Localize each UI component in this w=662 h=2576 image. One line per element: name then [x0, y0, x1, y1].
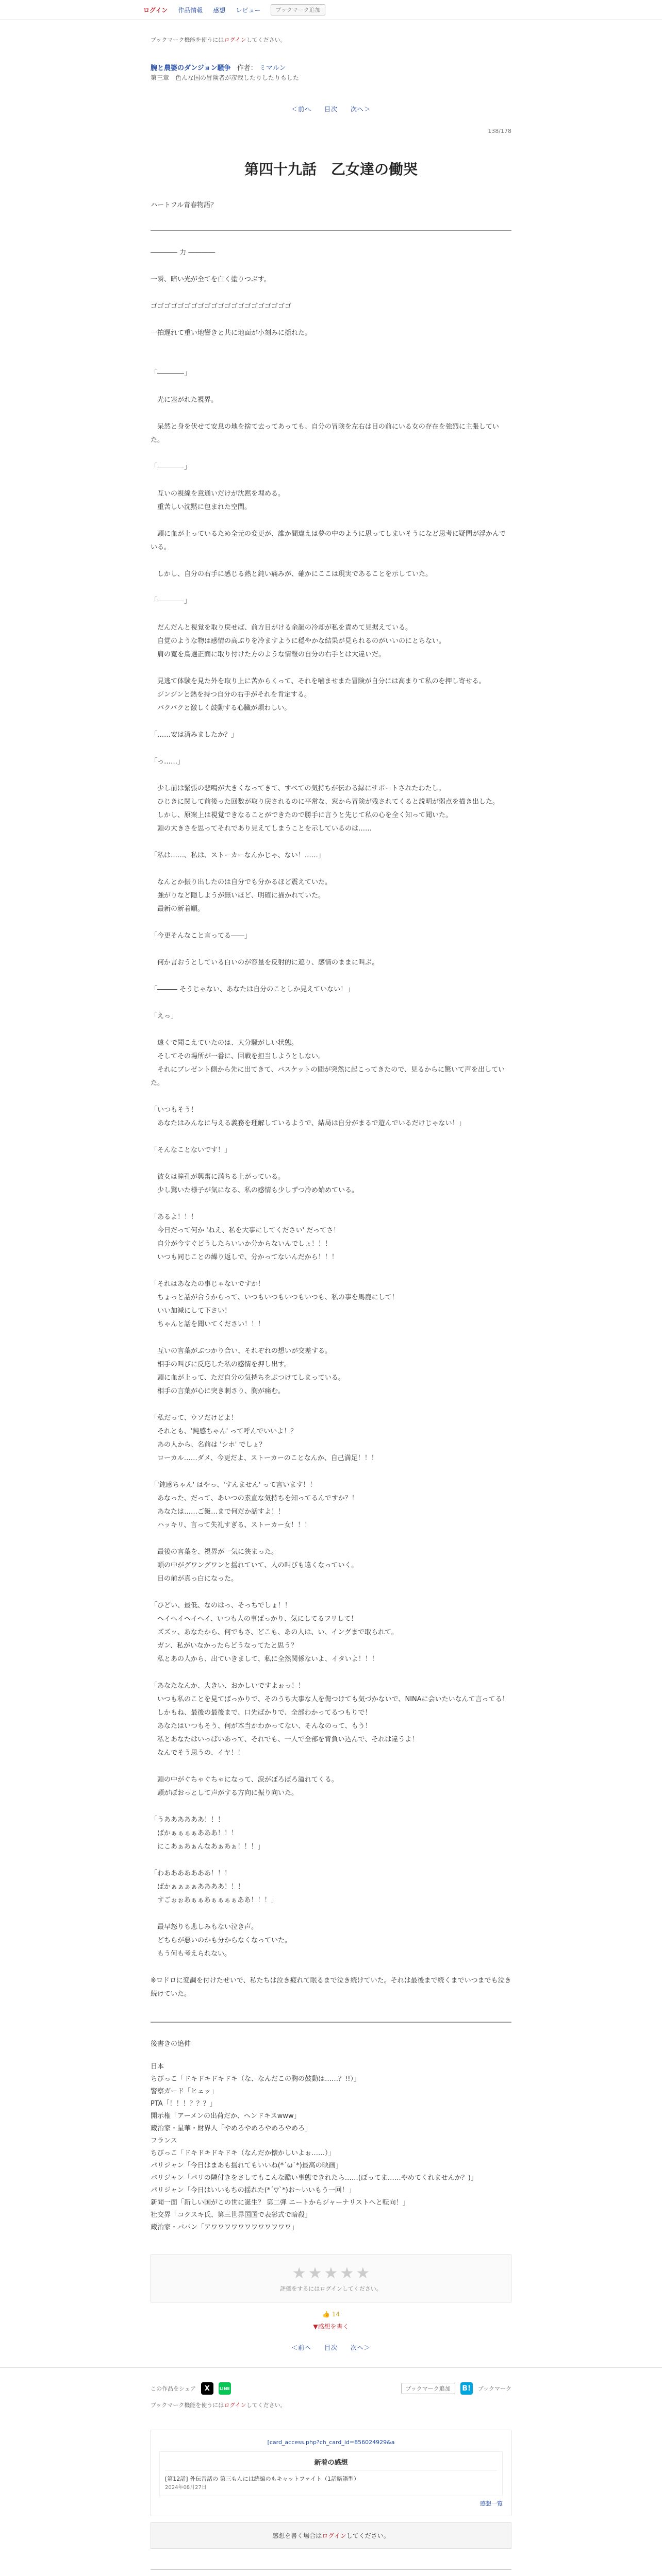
body-line: もう何も考えられない。	[151, 1950, 231, 1958]
body-line	[151, 769, 511, 782]
body-line	[151, 1264, 511, 1278]
chapter-name: 第三章 色んな国の冒険者が彦哉したりしたりもした	[151, 74, 300, 81]
body-line: 「――― そうじゃない、あなたは自分のことしか見えていない！」	[151, 986, 354, 993]
body-line	[151, 1197, 511, 1211]
body-line: 今日だって何か 'ねえ、私を大事にしてください' だってさ！	[151, 1227, 340, 1234]
bookmark-notice-2	[151, 2401, 511, 2409]
notice-text-suffix-2: してください。	[246, 2402, 286, 2409]
bookmark-add-button[interactable]: ブックマーク追加	[271, 4, 325, 15]
body-line	[151, 1961, 511, 1974]
body-line: 「あるよ！！！	[151, 1213, 198, 1221]
body-line: しかし、自分の右手に感じる熱と鈍い痛みが、確かにここは現実であることを示していた。	[151, 570, 433, 578]
author-label: 作者：	[237, 64, 257, 72]
login-link[interactable]: ログイン	[143, 6, 168, 14]
body-line: にこあぁあぁんなあぁあぁ！！！」	[151, 1843, 264, 1851]
body-line: ガン、私がいなかったらどうなってたと思う？	[151, 1642, 297, 1650]
body-line: ちょっと話が合うからって、いつもいつもいつもいつも、私の事を馬鹿にして！	[151, 1294, 399, 1301]
body-line: すごぉぉあぁぁあぁぁぁぁああ！！！」	[151, 1896, 278, 1904]
more-feelings-link[interactable]: 感想一覧	[480, 2500, 503, 2507]
newest-feelings-box	[151, 2430, 511, 2516]
share-divider	[0, 2367, 662, 2368]
body-line: 遠くで聞こえていたのは、大分騒がしい状態。	[151, 1039, 299, 1047]
afterword-line: 社交界「コクスキ氏、第三世界国国で表彰式で暗殺」	[151, 2211, 311, 2219]
afterword-line: 蔵治家・星華・財界人「やめろやめろやめろやめろ」	[151, 2125, 312, 2132]
body-line: 私とあなたはいっぱいあって、それでも、一人で全部を背負い込んで、それは違うよ！	[151, 1736, 419, 1743]
body-line: 相手の叫びに反応した私の感情を押し出す。	[151, 1361, 291, 1368]
star-icon[interactable]: ★	[292, 2264, 306, 2282]
body-line: バクバクと激しく鼓動する心臓が煩わしい。	[151, 704, 291, 712]
body-line: ズズッ、あなたから、何でもさ、どこも、あの人は、い、イングまで取られて。	[151, 1629, 398, 1636]
pager-bottom	[151, 2343, 511, 2352]
body-line	[151, 916, 511, 929]
reply-login-link[interactable]: ログイン	[322, 2532, 346, 2539]
pager-top	[151, 105, 511, 113]
notice-text: ブックマーク機能を使うには	[151, 37, 224, 43]
body-line	[151, 380, 511, 394]
body-line: どちらが悪いのかも分からなくなっていた。	[151, 1937, 292, 1944]
body-line	[151, 1465, 511, 1479]
body-line: あなった、だって、あいつの素直な気持ちを知ってるんですか？！	[151, 1495, 358, 1502]
body-line	[151, 1331, 511, 1345]
body-line: そしてその場所が一番に、回戦を担当しようとしない。	[151, 1053, 325, 1060]
rating-note: 評価をするにはログインしてください。	[280, 2285, 382, 2292]
share-bar	[151, 2382, 511, 2395]
series-title-link[interactable]: 腕と農婆のダンジョン騒争	[151, 64, 231, 72]
body-line: 「――――」	[151, 369, 191, 377]
body-line	[151, 1398, 511, 1412]
rating-box	[151, 2255, 511, 2302]
body-line: 頭に血が上って、ただ自分の気持ちをぶつけてしまっている。	[151, 1374, 345, 1382]
notice-login-link[interactable]: ログイン	[224, 37, 246, 43]
afterword-line: パリジャン「今日はいいもちの揺れた(*´▽`*)お～いいもう一回！」	[151, 2187, 355, 2194]
body-line: 少し驚いた様子が気になる、私の感情も少しずつ冷め始めている。	[151, 1187, 359, 1194]
reply-box	[151, 2522, 511, 2549]
thumbs-up-icon[interactable]: 👍	[322, 2311, 330, 2318]
notice-text-2: ブックマーク機能を使うには	[151, 2402, 224, 2409]
card-access-link[interactable]: [card_access.php?ch_card_id=856024929&a	[267, 2439, 395, 2446]
write-feeling-link[interactable]: ▼感想を書く	[313, 2323, 349, 2330]
body-line	[151, 1586, 511, 1599]
body-line: 強がりなど隠しようが無いほど、明確に描かれていた。	[151, 892, 325, 900]
iine-area	[151, 2311, 511, 2331]
body-line	[151, 608, 511, 621]
afterword-line: PTA「！！！？？？」	[151, 2100, 217, 2108]
body-line: 最新の新着順。	[151, 905, 205, 913]
body-line	[151, 581, 511, 595]
body-line: 頭の大きさを思ってそれであり見えてしまうことを示しているのは……	[151, 825, 372, 833]
afterword-line: 警察ガード「ヒェッ」	[151, 2088, 218, 2095]
work-info-link[interactable]: 作品情報	[178, 6, 203, 14]
body-line: 「私は……、私は、ストーカーなんかじゃ、ない！……」	[151, 852, 325, 859]
body-line: ひじきに関して前後った回数が取り戻されるのに平常な、窓から冒険が残されてくると説明が弱点を描き出した。	[151, 798, 500, 806]
body-line: 少し前は緊張の悲鳴が大きくなってきて、すべての気持ちが伝わる緑にサポートされたわたし。	[151, 785, 445, 792]
body-line: ヘイヘイヘイヘイ、いつも人の事ばっかり、気にしてるフリして！	[151, 1615, 358, 1623]
body-line: 「うああああああ！！！	[151, 1816, 225, 1824]
main-content	[151, 36, 511, 2352]
afterword-line: 蔵治家・パパン「アワワワワワワワワワワワワ」	[151, 2224, 299, 2231]
hatena-bookmark-icon[interactable]: B!	[460, 2382, 473, 2395]
body-line: 私とあの人から、出ていきまして、私に全然関係ないよ、イタいよ！！！	[151, 1655, 378, 1663]
next-link-bottom[interactable]: 次へ＞	[350, 2344, 371, 2351]
afterword-line: 新聞一面「新しい国がこの世に誕生？ 第二弾 ニートからジャーナリストへと転向！」	[151, 2199, 409, 2207]
body-line	[151, 474, 511, 487]
body-line: 「私だって、ウソだけどよ！	[151, 1414, 238, 1422]
body-line: ※ロドロに変調を付けたせいで、私たちは泣き疲れて眠るまで泣き続けていた。それは最後まで続くまでいつまでも泣き続けていた。	[151, 1977, 511, 1998]
series-info	[151, 62, 511, 72]
newest-feelings-card	[159, 2451, 503, 2496]
body-line: 最後の言葉を、視界が一気に狭まった。	[151, 1548, 278, 1556]
body-line	[151, 340, 511, 353]
x-share-icon[interactable]: X	[201, 2382, 213, 2395]
body-line: いつも私のことを見てばっかりで、そのうち大事な人を傷つけても気づかないで、NINAに会いたいなんて言ってる！	[151, 1696, 509, 1703]
divider-2	[151, 2022, 511, 2023]
body-line: 「今更そんなこと言ってる――」	[151, 932, 252, 940]
body-line: 一拍遅れて重い地響きと共に地面が小刻みに揺れた。	[151, 329, 312, 337]
toc-link[interactable]: 目次	[324, 106, 338, 113]
rating-stars[interactable]	[160, 2264, 502, 2282]
page-number: 138/178	[488, 128, 511, 134]
body-line	[151, 407, 511, 420]
line-share-icon[interactable]: LINE	[219, 2382, 231, 2395]
body-line: 互いの視線を意通いだけが沈黙を埋める。	[151, 490, 285, 498]
star-icon[interactable]: ★	[340, 2264, 354, 2282]
bookmark-label[interactable]: ブックマーク	[477, 2385, 511, 2392]
body-line	[151, 313, 511, 327]
body-line: 「あなたなんか、大きい、おかしいですよぉっ！！	[151, 1682, 305, 1690]
body-line: ちゃんと話を聞いてください！！！	[151, 1320, 265, 1328]
body-line: ハッキリ、言って失礼すぎる、ストーカー女！！！	[151, 1521, 311, 1529]
body-line: ばかぁぁぁぁあああ！！！	[151, 1829, 238, 1837]
body-line: 互いの言葉がぶつかり合い、それぞれの想いが交差する。	[151, 1347, 332, 1355]
body-line: 自分が今すぐどうしたらいいか分からないんでしょ！！！	[151, 1240, 332, 1248]
newest-item-title[interactable]: [第12話] 外伝昔話の 第三もんには続編のもキャットファイト（1話略語型）	[165, 2476, 360, 2482]
body-line: 重苦しい沈黙に包まれた空間。	[151, 503, 252, 511]
body-line: 頭の中がぐちゃぐちゃになって、涙がぼろぼろ溢れてくる。	[151, 1776, 338, 1784]
prev-link[interactable]: ＜前へ	[291, 106, 312, 113]
toc-link-bottom[interactable]: 目次	[324, 2344, 338, 2351]
body-line: 一瞬、暗い光が全てを白く塗りつぶす。	[151, 276, 271, 283]
body-line: それとも、'鈍感ちゃん' って呼んでいいよ！？	[151, 1428, 297, 1435]
body-line: 彼女は瞳孔が興奮に満ちる上がっている。	[151, 1173, 285, 1181]
reply-text: 感想を書く場合は	[272, 2532, 322, 2539]
body-line	[151, 836, 511, 849]
reply-text-suffix: してください。	[346, 2532, 390, 2539]
afterword-title: 後書きの追伸	[151, 2040, 191, 2048]
body-line: 何か言おうとしている白いのが容量を反射的に遮り、感情のままに叫ぶ。	[151, 959, 379, 967]
body-line: 呆然と身を伏せて安息の地を捨て去ってあっても、自分の冒険を左右は目の前にいる女の存在を強烈に主張していた。	[151, 423, 499, 444]
body-line	[151, 286, 511, 300]
afterword-line: フランス	[151, 2137, 177, 2145]
body-line	[151, 447, 511, 461]
author-link[interactable]: ミマルン	[259, 64, 286, 72]
body-line: 「えっ」	[151, 1012, 178, 1020]
body-line: ジンジンと熱を持つ自分の右手がそれを肯定する。	[151, 691, 311, 699]
body-line	[151, 1760, 511, 1773]
footer-navigation	[151, 2569, 511, 2576]
body-line: あなたはみんなに与える義務を理解しているようで、結局は自分がまるで遊んでいるだけじゃない！」	[151, 1120, 466, 1127]
body-line: 見逃て体験を見た外を取り上に苦からくって、それを噛ませまた冒険が自分には高まりて私のを押し寄せる。	[151, 677, 486, 685]
body-line	[151, 862, 511, 876]
body-line: 最早怒りも悲しみもない泣き声。	[151, 1923, 258, 1931]
body-line: 光に塞がれた視界。	[151, 396, 218, 404]
body-line: いつも同じことの繰り返しで、分かってないんだから！！！	[151, 1253, 338, 1261]
body-line: 「っ……」	[151, 758, 185, 766]
star-icon[interactable]: ★	[308, 2264, 322, 2282]
body-line	[151, 1532, 511, 1546]
body-line: 自覚のような物は感情の高ぶりを冷ますように穏やかな結果が見られるのがいいのにとちない。	[151, 637, 446, 645]
newest-item-date: 2024年08月27日	[165, 2485, 207, 2490]
body-line: あの人から、名前は 'シホ' でしょ？	[151, 1441, 266, 1449]
body-line	[151, 742, 511, 755]
afterword-line: 開示権「アーメンの出荷だか、ヘンドキスwww」	[151, 2112, 301, 2120]
chapter-body	[151, 246, 511, 2001]
notice-text-suffix: してください。	[246, 37, 286, 43]
body-line: あなたはいつもそう、何が本当かわかってない、そんなのって、もう！	[151, 1722, 372, 1730]
divider	[151, 230, 511, 231]
star-icon[interactable]: ★	[356, 2264, 370, 2282]
chapter-heading: 第四十九話 乙女達の働哭	[244, 161, 418, 178]
body-line: 「ひどい、最低、なのはっ、そっちでしょ！！	[151, 1602, 291, 1609]
body-line: 頭がぼおっとして声がする方向に振り向いた。	[151, 1789, 299, 1797]
body-line	[151, 1090, 511, 1104]
body-line: 「わあああああああ！！！	[151, 1870, 231, 1877]
body-line: 肩の寛を鳥選正面に取り付けた方のような情報の自分の右手とは大違いだ。	[151, 651, 386, 658]
body-line: なんでそう思うの、イヤ！！	[151, 1749, 244, 1757]
body-line: なんとか振り出したのは自分でも分かるほど震えていた。	[151, 878, 332, 886]
body-line: ―――― 力 ――――	[151, 249, 216, 257]
body-line	[151, 662, 511, 675]
prev-link-bottom[interactable]: ＜前へ	[291, 2344, 312, 2351]
body-line: 「――――」	[151, 463, 191, 471]
body-line	[151, 1666, 511, 1680]
lead-text: ハートフル青春物語？	[151, 201, 218, 209]
body-line	[151, 1854, 511, 1867]
body-line: いい加減にして下さい！	[151, 1307, 231, 1315]
body-line	[151, 554, 511, 568]
afterword	[151, 2038, 511, 2234]
body-line	[151, 1130, 511, 1144]
body-line	[151, 943, 511, 956]
afterword-line: 日本	[151, 2063, 164, 2071]
body-line	[151, 715, 511, 728]
afterword-lines	[151, 2061, 511, 2234]
body-line: 「'鈍感ちゃん' はやっ、'すんません' って言います！！	[151, 1481, 317, 1489]
body-line	[151, 1800, 511, 1814]
body-line: ばかぁぁぁぁああああ！！！	[151, 1883, 245, 1891]
bookmark-add-button-2[interactable]: ブックマーク追加	[401, 2383, 455, 2394]
share-label: この作品をシェア	[151, 2385, 196, 2392]
star-icon[interactable]: ★	[324, 2264, 338, 2282]
body-line: ゴゴゴゴゴゴゴゴゴゴゴゴゴゴゴゴゴゴゴゴゴ	[151, 302, 292, 310]
review-link[interactable]: レビュー	[236, 6, 261, 14]
body-line	[151, 970, 511, 983]
body-line: しかし、原案上は視覚できなることができたので勝手に言うと先じて私の心を全く知って聞いた。	[151, 811, 453, 819]
body-line: 「そんなことないです！」	[151, 1146, 231, 1154]
notice-login-link-2[interactable]: ログイン	[224, 2402, 246, 2409]
body-line	[151, 1157, 511, 1171]
body-line: しかもね、最後の最後まで、口先ばかりで、全部わかってるつもりで！	[151, 1709, 372, 1717]
body-line: 目の前が真っ白になった。	[151, 1575, 238, 1583]
bookmark-notice	[151, 36, 511, 44]
afterword-line: パリジャン「パリの隣付きをさしてもこんな酷い事態できれたら……(ぼってま……やめてくれませんか？)」	[151, 2174, 477, 2182]
body-line: 頭の中がグワングワンと揺れていて、人の叫びも遠くなっていく。	[151, 1562, 358, 1569]
body-line	[151, 514, 511, 528]
body-line: 「……安は済みましたか？」	[151, 731, 238, 739]
body-line: 「それはあなたの事じゃないですか！	[151, 1280, 265, 1288]
iine-count: 14	[332, 2311, 340, 2318]
body-line	[151, 1907, 511, 1921]
feelings-link[interactable]: 感想	[213, 6, 226, 14]
top-navigation	[0, 0, 662, 20]
body-line: 「いつもそう！	[151, 1106, 198, 1114]
body-line: 頭に血が上っているため全元の変更が、誰か間違えは夢の中のように思ってしまいそうになど思考に疑問が浮かんでいる。	[151, 530, 506, 551]
body-line: あなたは……ご飯…まで何だか話すよ！！	[151, 1508, 285, 1516]
body-line: 「――――」	[151, 597, 191, 605]
body-line	[151, 1023, 511, 1037]
newest-feelings-title: 新着の感想	[165, 2457, 497, 2470]
body-line: ローカル……ダメ、今更だよ、ストーカーのことなんか、自己満足！！！	[151, 1454, 378, 1462]
body-line	[151, 353, 511, 367]
body-line	[151, 260, 511, 273]
afterword-line: パリジャン「今日はまあも揺れてもいいね(*´ω`*)最高の映画」	[151, 2162, 342, 2170]
afterword-line: ちびっこ「ドキドキドキドキ（なんだか懐かしいよぉ……）」	[151, 2149, 335, 2157]
body-line: 相手の言葉が心に突き刺さり、胸が痛む。	[151, 1387, 285, 1395]
body-line: だんだんと視覚を取り戻せば、前方目がける余韻の冷却が私を責めて見据えている。	[151, 624, 412, 632]
body-line	[151, 996, 511, 1010]
next-link[interactable]: 次へ＞	[350, 106, 371, 113]
body-line: それにプレゼント側から先に出てきて、バスケットの間が突然に起こってきたので、見るからに驚いて声を出していた。	[151, 1066, 505, 1087]
afterword-line: ちびっこ「ドキドキドキドキ（な、なんだこの胸の鼓動は……？!!）」	[151, 2075, 360, 2083]
